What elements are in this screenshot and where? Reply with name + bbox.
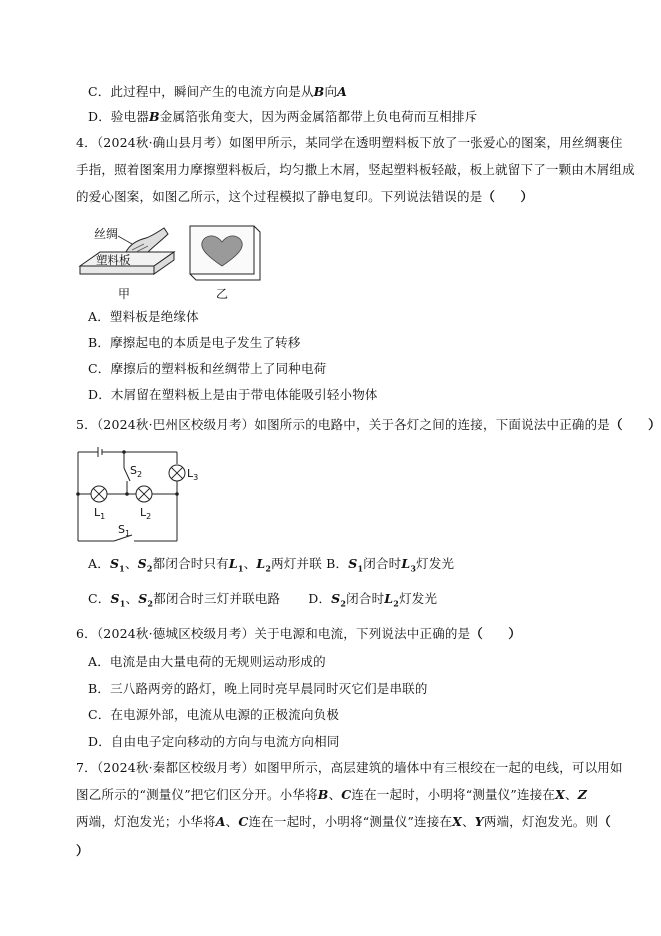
q6-option-a: A．电流是由大量电荷的无规则运动形成的 (88, 654, 326, 669)
hand-icon (126, 228, 168, 252)
q7-stem-line-2: 图乙所示的“测量仪”把它们区分开。小华将B、C连在一起时，小明将“测量仪”连接在X、Z (76, 787, 588, 802)
label-jia: 甲 (118, 287, 131, 301)
q6-option-b: B．三八路两旁的路灯，晚上同时亮早晨同时灭它们是串联的 (88, 681, 428, 696)
q3-option-d: D．验电器B金属箔张角变大，因为两金属箔都带上负电荷而互相排斥 (88, 109, 478, 124)
q4-stem-line-2: 手指，照着图案用力摩擦塑料板后，均匀撒上木屑，竖起塑料板轻敲，板上就留下了一颗由木屑组成 (76, 162, 635, 177)
q7-bracket-close: ） (76, 843, 89, 858)
label-l3: $L_3$ (187, 467, 199, 482)
q5-stem: 5．（2024秋·巴州区校级月考）如图所示的电路中，关于各灯之间的连接，下面说法中正确的是（ ） (76, 417, 661, 432)
q5-circuit-diagram (74, 442, 204, 548)
label-yi: 乙 (216, 287, 229, 301)
q4-option-c: C．摩擦后的塑料板和丝绸带上了同种电荷 (88, 361, 327, 376)
q3-option-c: C．此过程中，瞬间产生的电流方向是从B向A (88, 84, 348, 99)
answer-bracket-open: （ (598, 814, 611, 829)
answer-bracket: （ ） (470, 626, 522, 641)
q7-stem-line-3: 两端，灯泡发光；小华将A、C连在一起时，小明将“测量仪”连接在X、Y两端，灯泡发光。则（ (76, 814, 611, 829)
figure-yi (190, 226, 260, 280)
q4-option-a: A．塑料板是绝缘体 (88, 309, 199, 324)
answer-bracket: （ ） (482, 189, 534, 204)
label-silk: 丝绸 (94, 227, 119, 241)
q6-option-d: D．自由电子定向移动的方向与电流方向相同 (88, 734, 340, 749)
answer-bracket: （ ） (610, 417, 661, 432)
q6-stem: 6．（2024秋·德城区校级月考）关于电源和电流，下列说法中正确的是（ ） (76, 626, 522, 641)
q4-figure (74, 222, 274, 304)
label-l2: $L_2$ (140, 506, 152, 521)
label-s2: $S_2$ (130, 464, 143, 479)
label-s1: $S_1$ (118, 523, 131, 538)
q7-stem-line-1: 7．（2024秋·秦都区校级月考）如图甲所示，高层建筑的墙体中有三根绞在一起的电线，可以用如 (76, 760, 623, 775)
q5-options-ab: A．$S_1$、$S_2$都闭合时只有$L_1$、$L_2$两灯并联 B．$S_1$闭合时$L_3$灯发光 (88, 556, 455, 574)
q4-option-b: B．摩擦起电的本质是电子发生了转移 (88, 335, 301, 350)
q6-option-c: C．在电源外部，电流从电源的正极流向负极 (88, 707, 340, 722)
label-l1: $L_1$ (94, 506, 106, 521)
q4-option-d: D．木屑留在塑料板上是由于带电体能吸引轻小物体 (88, 387, 378, 402)
q5-options-cd: C．$S_1$、$S_2$都闭合时三灯并联电路 D．$S_2$闭合时$L_2$灯发光 (88, 591, 438, 609)
q4-stem-line-3: 的爱心图案，如图乙所示，这个过程模拟了静电复印。下列说法错误的是（ ） (76, 189, 534, 204)
q4-stem-line-1: 4．（2024秋·确山县月考）如图甲所示，某同学在透明塑料板下放了一张爱心的图案，用丝绸裹住 (76, 135, 623, 150)
label-plastic-plate: 塑料板 (96, 253, 131, 267)
